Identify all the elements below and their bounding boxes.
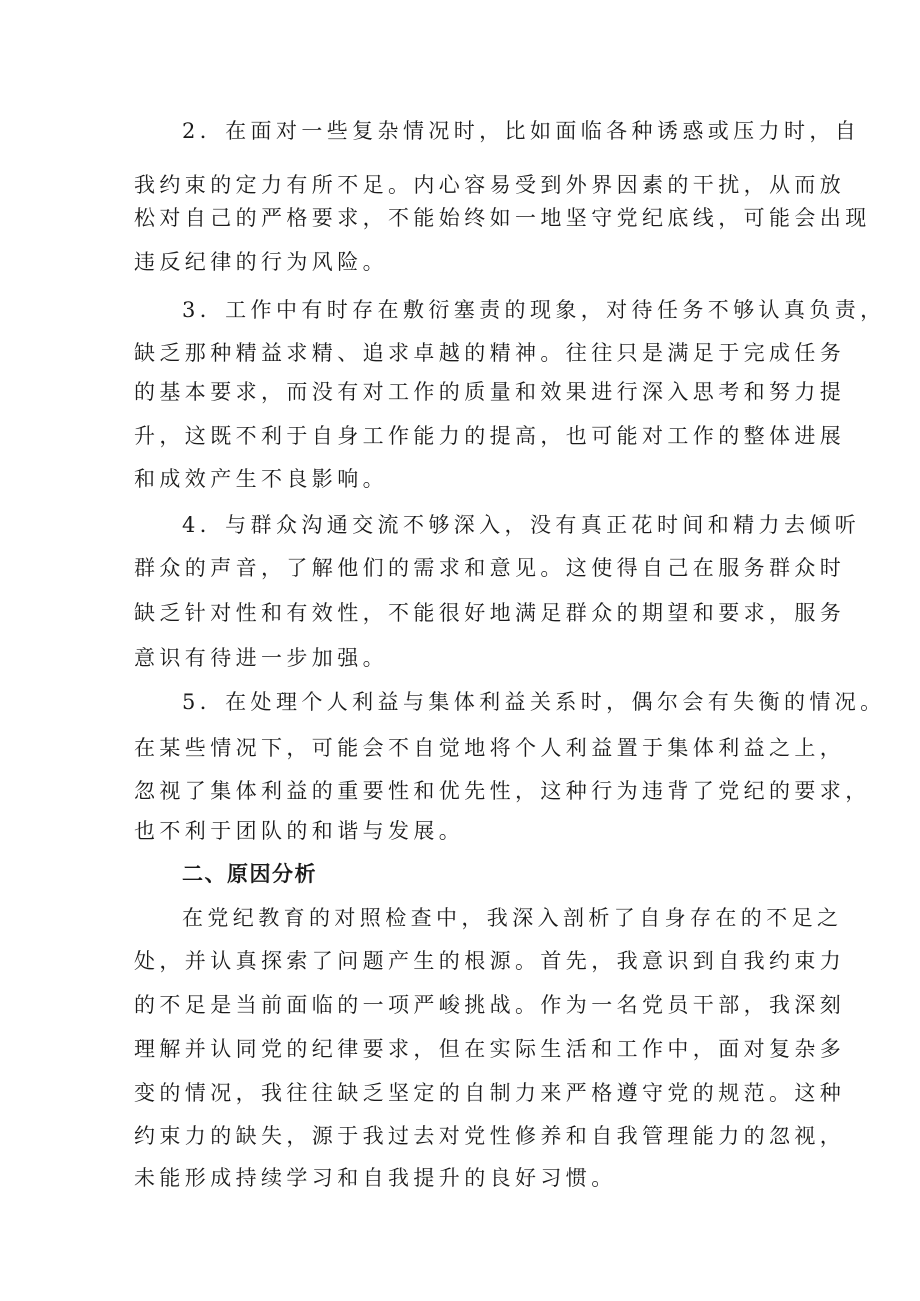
text-line: 违反纪律的行为风险。	[134, 250, 388, 274]
text-line: 未能形成持续学习和自我提升的良好习惯。	[134, 1166, 617, 1190]
text-line: 松对自己的严格要求，不能始终如一地坚守党纪底线，可能会出现	[134, 206, 871, 230]
text-line: 群众的声音，了解他们的需求和意见。这使得自己在服务群众时	[134, 556, 846, 580]
text-line: 处，并认真探索了问题产生的根源。首先，我意识到自我约束力	[134, 949, 846, 973]
text-line: 理解并认同党的纪律要求，但在实际生活和工作中，面对复杂多	[134, 1037, 846, 1061]
section-heading: 二、原因分析	[182, 862, 317, 886]
text-line: 缺乏针对性和有效性，不能很好地满足群众的期望和要求，服务	[134, 601, 846, 625]
text-line: 和成效产生不良影响。	[134, 467, 388, 491]
text-line: 的基本要求，而没有对工作的质量和效果进行深入思考和努力提	[134, 380, 846, 404]
text-line: 意识有待进一步加强。	[134, 646, 388, 670]
text-line: 也不利于团队的和谐与发展。	[134, 819, 465, 843]
text-line: 的不足是当前面临的一项严峻挑战。作为一名党员干部，我深刻	[134, 993, 846, 1017]
text-line: 我约束的定力有所不足。内心容易受到外界因素的干扰，从而放	[134, 173, 846, 197]
text-line: 4．与群众沟通交流不够深入，没有真正花时间和精力去倾听	[182, 513, 861, 537]
text-line: 缺乏那种精益求精、追求卓越的精神。往往只是满足于完成任务	[134, 341, 846, 365]
text-line: 约束力的缺失，源于我过去对党性修养和自我管理能力的忽视，	[134, 1124, 846, 1148]
text-line: 在党纪教育的对照检查中，我深入剖析了自身存在的不足之	[182, 906, 843, 930]
text-line: 变的情况，我往往缺乏坚定的自制力来严格遵守党的规范。这种	[134, 1081, 846, 1105]
text-line: 3．工作中有时存在敷衍塞责的现象，对待任务不够认真负责，	[182, 298, 886, 322]
text-line: 忽视了集体利益的重要性和优先性，这种行为违背了党纪的要求，	[134, 779, 871, 803]
text-line: 5．在处理个人利益与集体利益关系时，偶尔会有失衡的情况。	[182, 690, 886, 714]
text-line: 升，这既不利于自身工作能力的提高，也可能对工作的整体进展	[134, 424, 846, 448]
text-line: 2．在面对一些复杂情况时，比如面临各种诱惑或压力时，自	[182, 119, 861, 143]
text-line: 在某些情况下，可能会不自觉地将个人利益置于集体利益之上，	[134, 736, 846, 760]
